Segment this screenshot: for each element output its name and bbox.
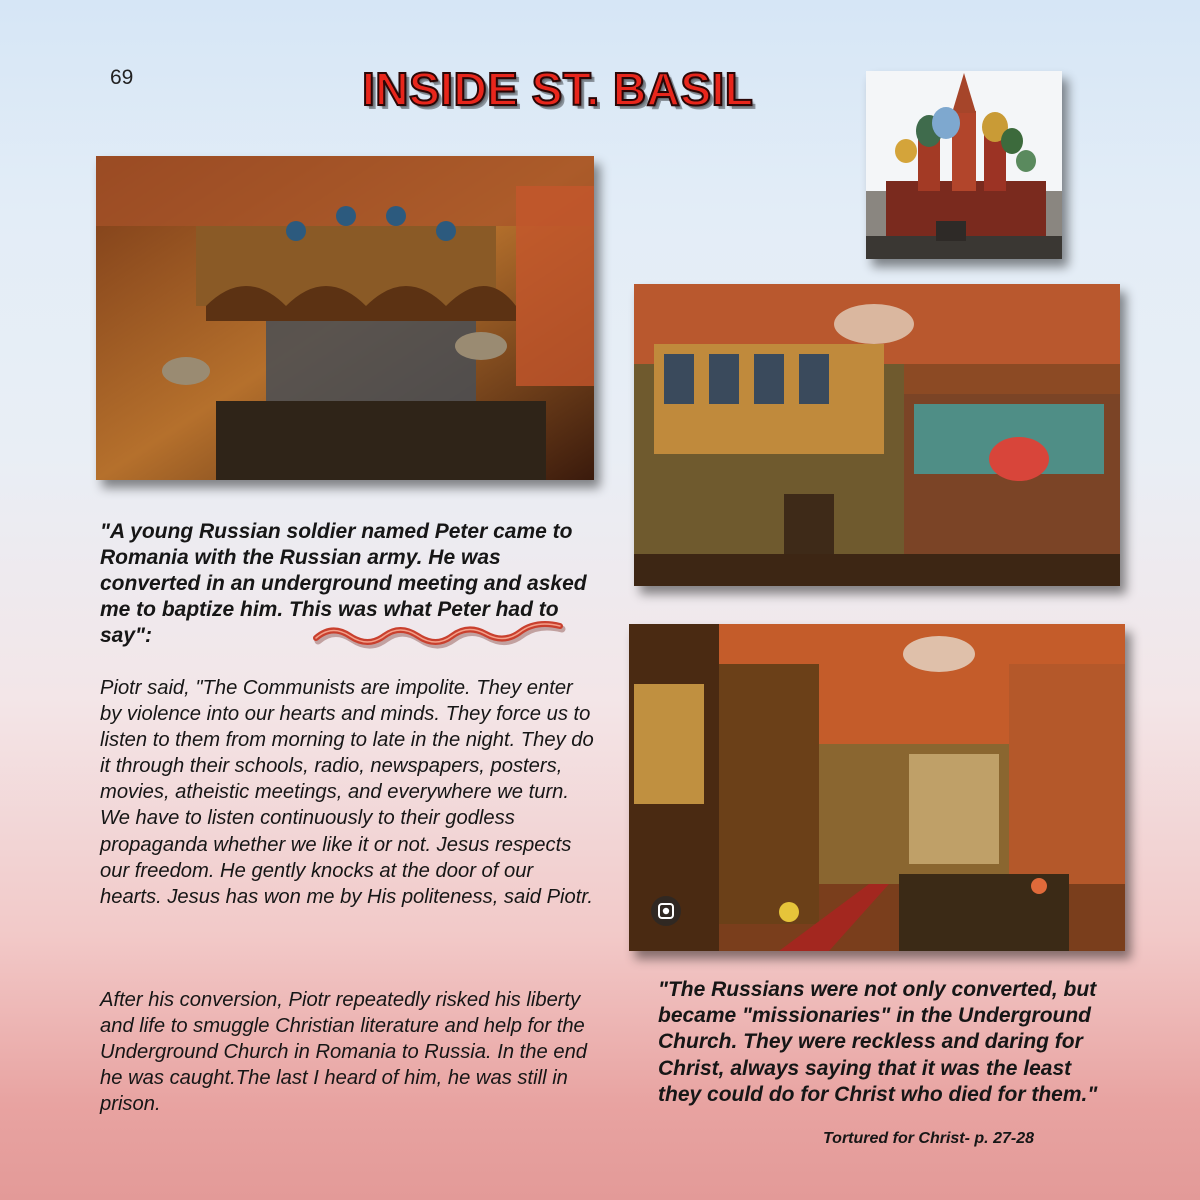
cathedral-photo bbox=[866, 71, 1062, 259]
body-paragraph-1: Piotr said, "The Communists are impolite. They enter by violence into our hearts and minds. They force us to listen to them from morning to late in the night. They do it through their schools, radio, newspapers, posters, movies, atheistic meetings, and everywhere we turn. We have to listen continuously to their godless propaganda whether we like it or not. Jesus respects our freedom. He gently knocks at the door of our hearts. Jesus has won me by His politeness, said Piotr. bbox=[100, 677, 594, 908]
chapel-photo bbox=[629, 624, 1125, 951]
intro-quote: "A young Russian soldier named Peter came to Romania with the Russian army. He was converted in an underground meeting and asked me to baptize him. This was what Peter had to say": bbox=[100, 520, 587, 647]
image-search-lens-icon[interactable] bbox=[651, 896, 681, 926]
decorative-squiggle-icon bbox=[312, 620, 566, 650]
body-paragraph-2: After his conversion, Piotr repeatedly risked his liberty and life to smuggle Christian literature and help for the Underground Church in Romania to Russia. In the end he was caught.The last I heard of him, he was still in prison. bbox=[100, 989, 588, 1116]
altar-photo bbox=[96, 156, 594, 480]
citation: Tortured for Christ- p. 27-28 bbox=[823, 1130, 1034, 1147]
page-title: INSIDE ST. BASIL bbox=[362, 63, 754, 115]
iconostasis-photo bbox=[634, 284, 1120, 586]
closing-quote: "The Russians were not only converted, but became "missionaries" in the Underground Church. They were reckless and daring for Christ, always saying that it was the least they could do for Christ who died for them." bbox=[658, 978, 1098, 1106]
page-number: 69 bbox=[110, 66, 134, 89]
